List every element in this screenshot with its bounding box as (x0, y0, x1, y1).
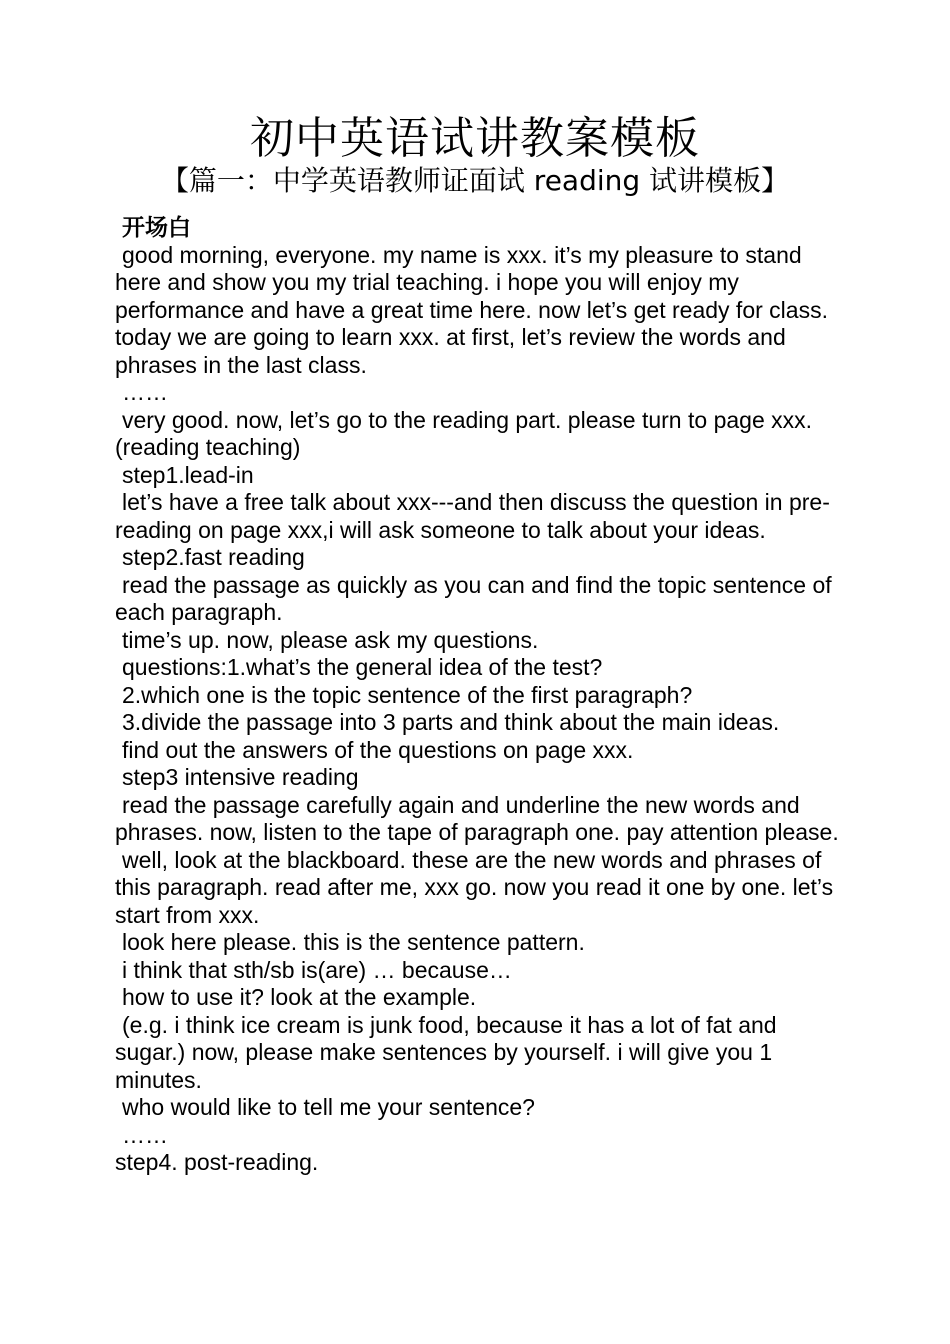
paragraph-find-answers: find out the answers of the questions on page xxx. (122, 736, 634, 763)
paragraph-fast-reading: read the passage as quickly as you can and find the topic sentence of each paragraph. (115, 571, 832, 625)
paragraph-pattern: i think that sth/sb is(are) … because… (122, 956, 512, 983)
paragraph-step3: step3 intensive reading (122, 764, 359, 790)
paragraph-step1: step1.lead-in (122, 461, 254, 488)
paragraph-example: (e.g. i think ice cream is junk food, because it has a lot of fat and sugar.) now, please make sentences by yourself. i will give you 1 minutes. (115, 1011, 777, 1093)
section-heading: 开场白 (122, 214, 191, 240)
document-title: 初中英语试讲教案模板 (250, 113, 700, 164)
paragraph-times-up: time’s up. now, please ask my questions. (122, 626, 539, 653)
paragraph-question-3: 3.divide the passage into 3 parts and think about the main ideas. (122, 709, 780, 735)
paragraph-question-1: questions:1.what’s the general idea of the test? (122, 654, 603, 680)
document-body (115, 214, 843, 1177)
paragraph-blackboard: well, look at the blackboard. these are the new words and phrases of this paragraph. read after me, xxx go. now you read it one by one. let’s start from xxx. (115, 846, 834, 928)
paragraph-question-2: 2.which one is the topic sentence of the first paragraph? (122, 681, 693, 708)
paragraph-opening: good morning, everyone. my name is xxx. it’s my pleasure to stand here and show you my trial teaching. i hope you will enjoy my performance and have a great time here. now let’s get ready for class. today we are going to learn xxx. at first, let’s review the words and phrases in the last class. (115, 241, 828, 378)
paragraph-reading-intro: very good. now, let’s go to the reading part. please turn to page xxx. (reading teaching) (115, 406, 813, 460)
paragraph-ellipsis: …… (122, 379, 168, 405)
paragraph-who-would: who would like to tell me your sentence? (122, 1094, 535, 1120)
paragraph-how-to-use: how to use it? look at the example. (122, 984, 477, 1010)
paragraph-ellipsis-2: …… (122, 1121, 168, 1148)
paragraph-step2: step2.fast reading (122, 544, 305, 570)
paragraph-free-talk: let’s have a free talk about xxx---and then discuss the question in pre-reading on page xxx,i will ask someone to talk about your ideas. (115, 489, 830, 543)
paragraph-step4: step4. post-reading. (115, 1149, 319, 1175)
paragraph-intensive-reading: read the passage carefully again and underline the new words and phrases. now, listen to the tape of paragraph one. pay attention please. (115, 791, 839, 845)
paragraph-sentence-pattern: look here please. this is the sentence pattern. (122, 929, 585, 955)
document-subtitle: 【篇一：中学英语教师证面试 reading 试讲模板】 (160, 164, 790, 197)
